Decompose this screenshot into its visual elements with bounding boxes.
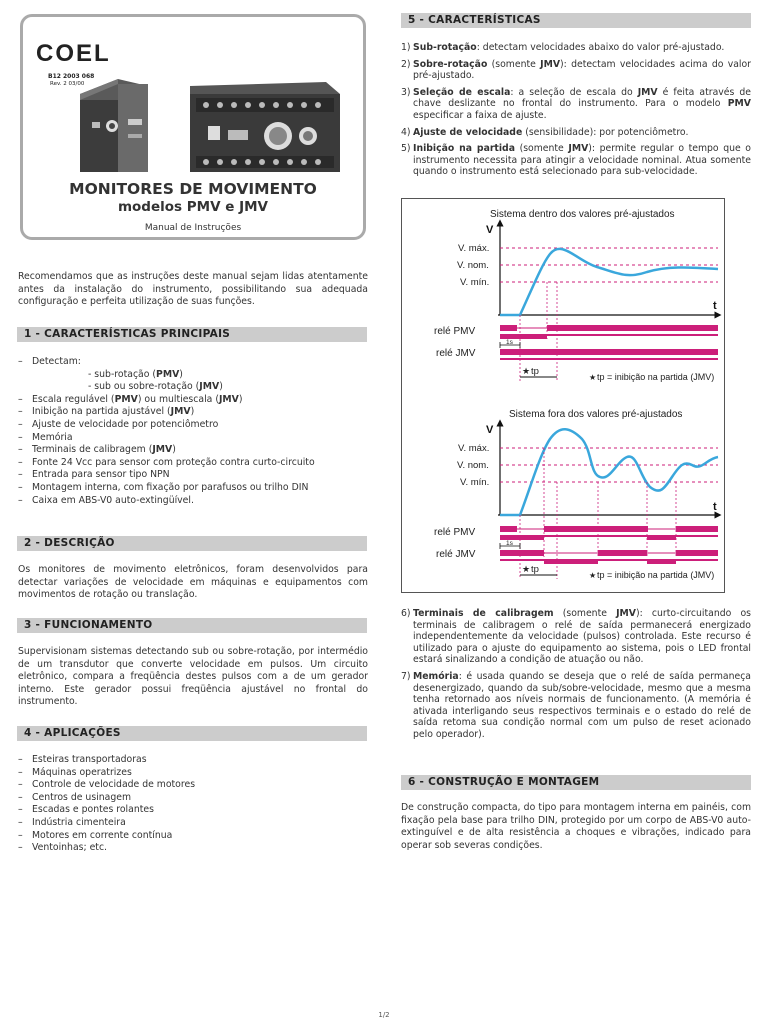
feature-item (401, 87, 751, 122)
feature-number: 7) (401, 670, 411, 682)
feature-term: Terminais de calibragem (413, 608, 554, 619)
feature-description: : detectam velocidades abaixo do valor pré-ajustado. (476, 42, 725, 53)
top-v-label: V (486, 224, 494, 236)
section-6-heading: 6 - CONSTRUÇÃO E MONTAGEM (401, 775, 751, 790)
feature-term: Ajuste de velocidade (413, 126, 523, 138)
feature-description: : a seleção de escala do JMV é feita através de chave deslizante no frontal do instrumento. Para o modelo PMV especificar a faixa de ajuste. (413, 86, 751, 121)
feature-term: Inibição na partida (413, 143, 515, 155)
section-5-list (401, 42, 751, 183)
section-1-list (18, 356, 368, 507)
feature-number: 1) (401, 42, 411, 53)
feature-term: Seleção de escala (413, 86, 511, 98)
bottom-v-label: V (486, 424, 494, 436)
list-item: – Escadas e pontes rolantes (18, 804, 368, 817)
feature-item (401, 42, 751, 54)
section-1-heading: 1 - CARACTERÍSTICAS PRINCIPAIS (17, 327, 367, 342)
bottom-t-label: t (713, 501, 717, 513)
list-item: – Terminais de calibragem (JMV) (18, 444, 368, 457)
revision-label: Rev. 2 03/00 (50, 81, 85, 87)
list-item: – Memória (18, 432, 368, 445)
document-code: B12 2003 068 (48, 73, 95, 80)
feature-number: 6) (401, 608, 411, 619)
feature-description: (somente JMV): permite regular o tempo que o instrumento necessita para atingir a velocidade nominal. Atua somente quando o instrumento está selecionado para sub-velocidade. (413, 143, 751, 178)
feature-description: (somente JMV): curto-circuitando os terminais de calibragem o relé de saída permanecerá energizado independentemente da velocidade (pulsos) controlada. Este recurso é utilizado para o ajuste do equipamento ao sistema, pois o LED frontal estará sinalizando a condição de atuação ou não. (413, 608, 751, 666)
feature-term: Sub-rotação (413, 42, 477, 53)
bottom-speed-curve (500, 429, 718, 515)
list-item: – Escala regulável (PMV) ou multiescala (JMV) (18, 394, 368, 407)
feature-item (401, 127, 751, 139)
intro-paragraph: Recomendamos que as instruções deste manual sejam lidas atentamente antes da instalação do instrumento, possibilitando sua adequada configuração e perfeita utilização de suas funções. (18, 271, 368, 308)
bottom-tp-note: tp = inibição na partida (JMV) (597, 570, 715, 580)
bottom-tp-label: tp (531, 564, 539, 575)
feature-item (401, 59, 751, 82)
section-3-text: Supervisionam sistemas detectando sub ou sobre-rotação, por intermédio de um transdutor que converte velocidade em pulsos. Um circuito eletrônico, compara a freqüência destes pulsos com a de um gerador interno. Este gerador possui freqüência ajustável no frontal do instrumento. (18, 646, 368, 708)
top-vmin-label: V. mín. (460, 277, 490, 288)
list-item: – Montagem interna, com fixação por parafusos ou trilho DIN (18, 482, 368, 495)
feature-number: 4) (401, 126, 411, 138)
list-item: – Centros de usinagem (18, 792, 368, 805)
section-5-heading: 5 - CARACTERÍSTICAS (401, 13, 751, 28)
list-subitem: - sub-rotação (PMV) (88, 368, 183, 380)
bottom-vnom-label: V. nom. (457, 460, 489, 471)
top-t-label: t (713, 300, 717, 312)
list-item: – Esteiras transportadoras (18, 754, 368, 767)
list-item: – Fonte 24 Vcc para sensor com proteção contra curto-circuito (18, 457, 368, 470)
section-4-list (18, 754, 368, 855)
list-item: – Inibição na partida ajustável (JMV) (18, 406, 368, 419)
bottom-rele-pmv-label: relé PMV (434, 527, 476, 538)
top-1s-label: 1s (506, 339, 513, 346)
product-image (78, 64, 348, 176)
list-item: – Indústria cimenteira (18, 817, 368, 830)
timing-diagram (402, 199, 724, 592)
svg-text:★: ★ (522, 564, 531, 574)
feature-term: Memória (413, 670, 459, 682)
document-title: MONITORES DE MOVIMENTO (69, 180, 317, 198)
section-6-text: De construção compacta, do tipo para montagem interna em painéis, com fixação pela base para trilho DIN, protegido por um corpo de ABS-V0 auto-extinguível e de alta resistência a choques e vibrações, indicado para operar sob severas condições. (401, 802, 751, 851)
section-5-list-continued (401, 608, 751, 746)
section-4-heading: 4 - APLICAÇÕES (17, 726, 367, 741)
section-2-text: Os monitores de movimento eletrônicos, foram desenvolvidos para detectar variações de velocidade em máquinas e equipamentos com movimentos de rotação ou translação. (18, 564, 368, 601)
page-number: 1/2 (378, 1011, 390, 1019)
bottom-chart-title: Sistema fora dos valores pré-ajustados (509, 409, 683, 420)
bottom-1s-label: 1s (506, 540, 513, 547)
list-subitem: - sub ou sobre-rotação (JMV) (88, 381, 223, 393)
top-rele-jmv-label: relé JMV (436, 348, 476, 359)
feature-item (401, 608, 751, 666)
coel-logo: COEL (36, 40, 111, 67)
list-item: – Máquinas operatrizes (18, 767, 368, 780)
feature-item (401, 143, 751, 178)
document-subtitle: modelos PMV e JMV (117, 199, 269, 215)
bottom-vmax-label: V. máx. (458, 443, 490, 454)
section-3-heading: 3 - FUNCIONAMENTO (17, 618, 367, 633)
svg-text:★: ★ (589, 571, 597, 580)
bottom-rele-jmv-label: relé JMV (436, 549, 476, 560)
feature-description: : é usada quando se deseja que o relé de saída permaneça desenergizado, quando da sub/sobre-velocidade, mesmo que a mesma tenha retornado aos níveis normais de funcionamento. (A memória é ativada interligando seus respectivos terminais e o estado do relé de saída retoma sua condição normal com um pulso de reset acionado pelo operador). (413, 670, 751, 740)
feature-number: 3) (401, 86, 411, 98)
manual-label: Manual de Instruções (144, 223, 242, 233)
top-vmax-label: V. máx. (458, 243, 490, 254)
list-item: – Caixa em ABS-V0 auto-extingüível. (18, 495, 368, 508)
feature-item (401, 671, 751, 741)
top-tp-label: tp (531, 366, 539, 377)
feature-number: 2) (401, 58, 411, 70)
section-2-heading: 2 - DESCRIÇÃO (17, 536, 367, 551)
bottom-vmin-label: V. mín. (460, 477, 490, 488)
list-item: – Ajuste de velocidade por potenciômetro (18, 419, 368, 432)
list-item: – Detectam: (18, 356, 368, 369)
list-item: – Controle de velocidade de motores (18, 779, 368, 792)
svg-text:★: ★ (589, 373, 597, 382)
list-item: – Entrada para sensor tipo NPN (18, 469, 368, 482)
feature-number: 5) (401, 143, 411, 155)
list-item: – Motores em corrente contínua (18, 830, 368, 843)
top-vnom-label: V. nom. (457, 260, 489, 271)
top-tp-note: tp = inibição na partida (JMV) (597, 372, 715, 382)
timing-diagram-frame (401, 198, 725, 593)
list-item: – Ventoinhas; etc. (18, 842, 368, 855)
top-rele-pmv-label: relé PMV (434, 326, 476, 337)
feature-description: (somente JMV): detectam velocidades acima do valor pré-ajustado. (413, 58, 751, 82)
top-chart-title: Sistema dentro dos valores pré-ajustados (490, 209, 675, 220)
svg-text:★: ★ (522, 366, 531, 376)
feature-description: (sensibilidade): por potenciômetro. (522, 126, 689, 138)
feature-term: Sobre-rotação (413, 58, 488, 70)
